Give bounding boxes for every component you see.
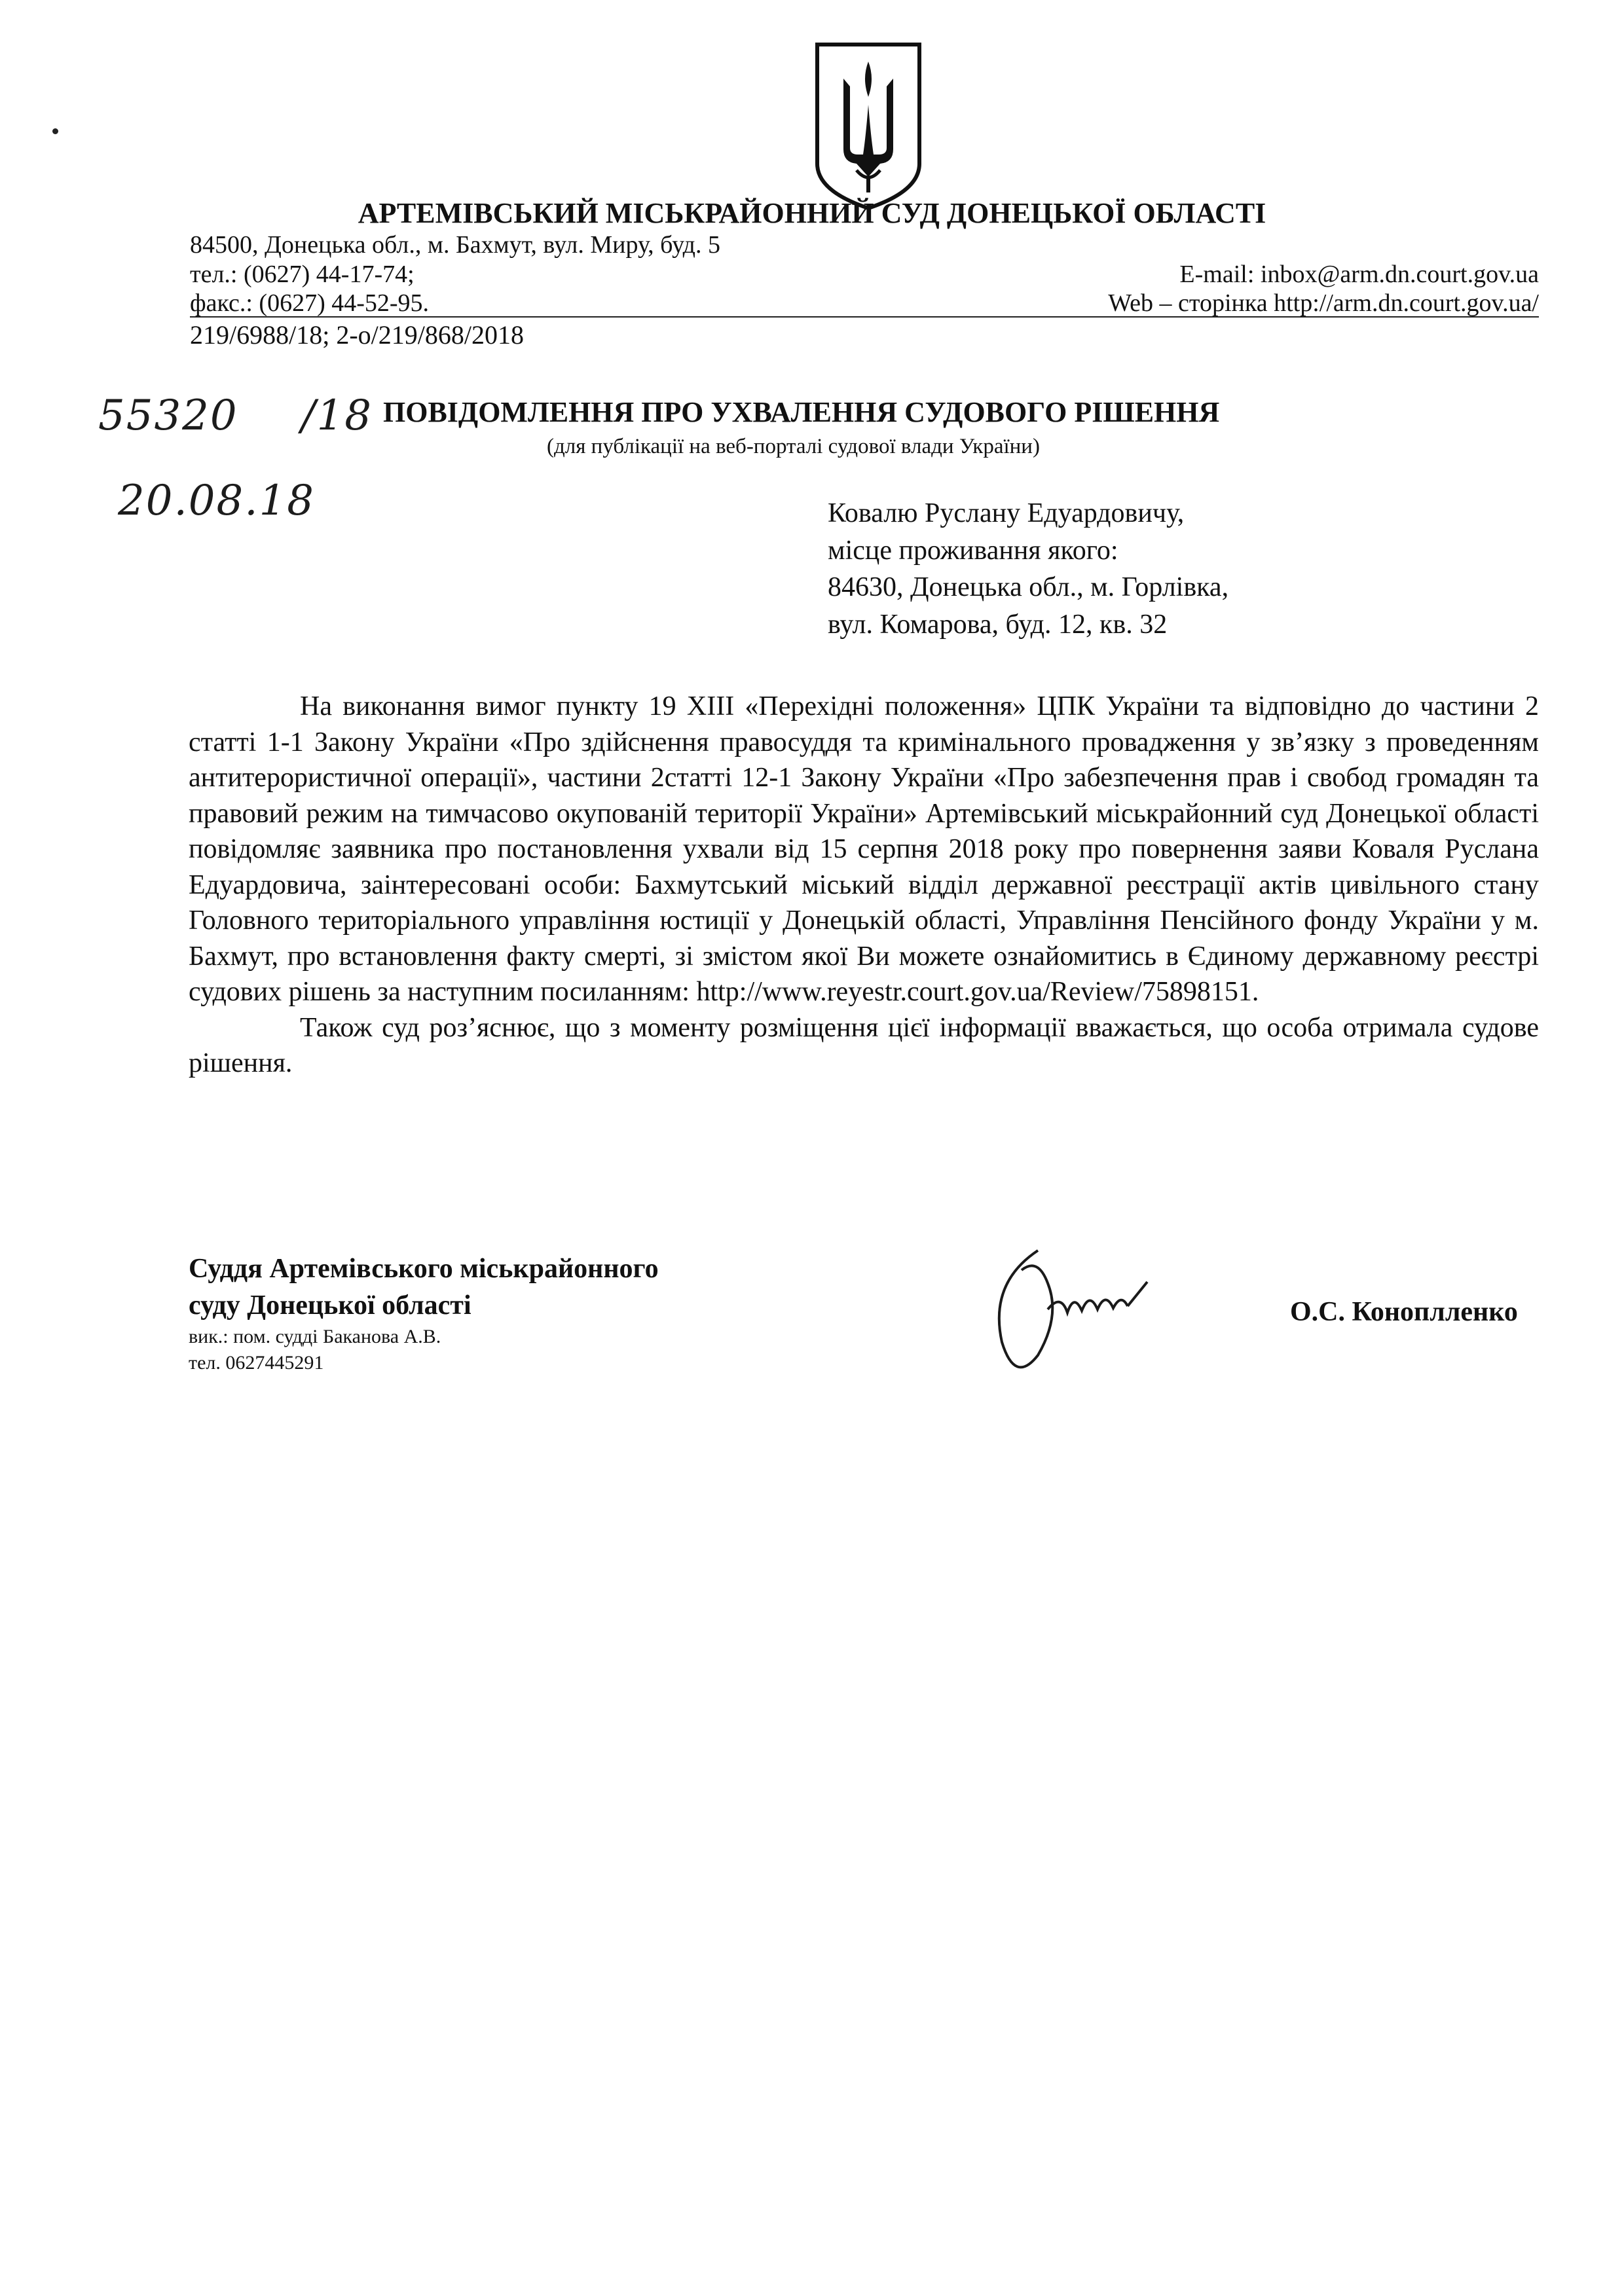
handwritten-signature-icon (976, 1231, 1172, 1394)
court-name: АРТЕМІВСЬКИЙ МІСЬКРАЙОННИЙ СУД ДОНЕЦЬКОЇ ОБЛАСТІ (358, 197, 1266, 229)
scan-speck (52, 128, 58, 134)
case-number: 219/6988/18; 2-о/219/868/2018 (190, 320, 524, 350)
handwritten-outgoing-number: 55320 (98, 392, 238, 440)
court-website: Web – сторінка http://arm.dn.court.gov.ua/ (1108, 289, 1539, 317)
handwritten-date: 20.08.18 (118, 477, 315, 525)
judge-title-line-2: суду Донецької області (189, 1290, 471, 1321)
body-text (189, 689, 1539, 1082)
ukraine-coat-of-arms-icon (811, 39, 926, 213)
body-paragraph-main: На виконання вимог пункту 19 ХIII «Перехідні положення» ЦПК України та відповідно до частини 2 статті 1-1 Закону України «Про здійснення правосуддя та кримінального провадження у зв’язку з проведенням антитерористичної операції», частини 2статті 12-1 Закону України «Про забезпечення прав і свобод громадян та правовий режим на тимчасово окупованій території України» Артемівський міськрайонний суд Донецької області повідомляє заявника про постановлення ухвали від 15 серпня 2018 року про повернення заяви Коваля Руслана Едуардовича, заінтересовані особи: Бахмутський міський відділ державної реєстрації актів цивільного стану Головного територіального управління юстиції у Донецькій області, Управління Пенсійного фонду України у м. Бахмут, про встановлення факту смерті, зі змістом якої Ви можете ознайомитись в Єдиному державному реєстрі судових рішень за наступним посиланням: http://www.reyestr.court.gov.ua/Review/75898151. (189, 691, 1539, 1007)
addressee-line: Ковалю Руслану Едуардовичу, (828, 498, 1185, 528)
judge-name: О.С. Коноплленко (1290, 1297, 1518, 1327)
court-address: 84500, Донецька обл., м. Бахмут, вул. Миру, буд. 5 (190, 231, 721, 259)
judge-title-line-1: Суддя Артемівського міськрайонного (189, 1254, 659, 1284)
addressee-line: 84630, Донецька обл., м. Горлівка, (828, 572, 1229, 602)
court-phone: тел.: (0627) 44-17-74; (190, 261, 415, 288)
header-divider (190, 316, 1539, 318)
handwritten-outgoing-suffix: /18 (301, 392, 373, 440)
signature-block (189, 1250, 659, 1376)
addressee-line: вул. Комарова, буд. 12, кв. 32 (828, 609, 1168, 640)
executor-phone: тел. 0627445291 (189, 1352, 324, 1374)
court-fax: факс.: (0627) 44-52-95. (190, 289, 430, 317)
addressee-line: місце проживання якого: (828, 535, 1118, 566)
body-paragraph-clarification: Також суд роз’яснює, що з моменту розміщення цієї інформації вважається, що особа отримала судове рішення. (189, 1012, 1539, 1078)
document-subtitle: (для публікації на веб-порталі судової влади України) (547, 435, 1040, 458)
court-email: E-mail: inbox@arm.dn.court.gov.ua (1179, 261, 1539, 288)
executor-line: вик.: пом. судді Баканова А.В. (189, 1326, 441, 1347)
document-title: ПОВІДОМЛЕННЯ ПРО УХВАЛЕННЯ СУДОВОГО РІШЕННЯ (383, 396, 1220, 428)
addressee-block (828, 495, 1228, 643)
